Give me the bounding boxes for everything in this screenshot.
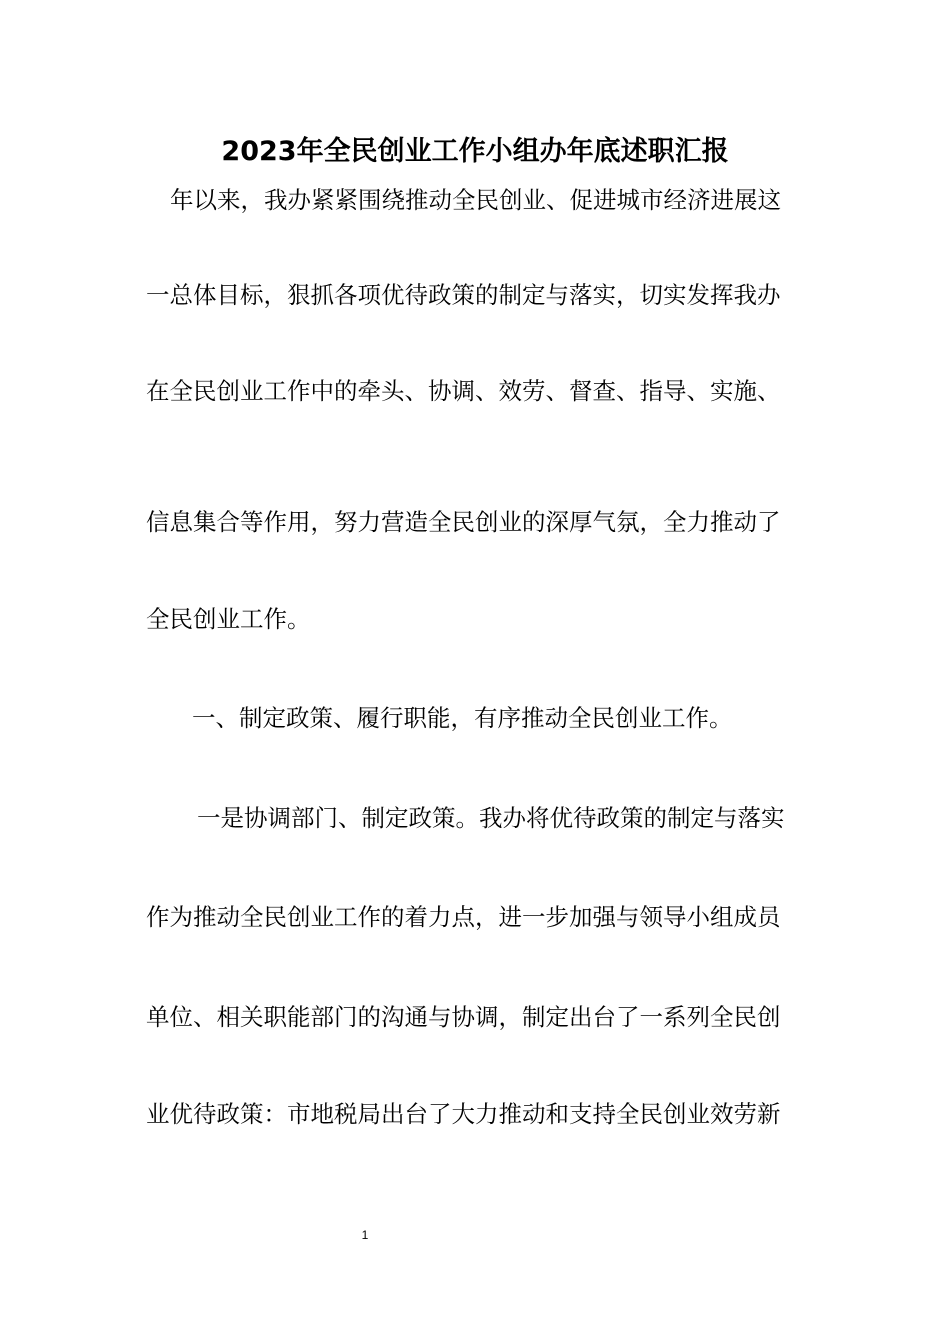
document-title: 2023年全民创业工作小组办年底述职汇报 (221, 136, 729, 167)
paragraph-line: 业优待政策：市地税局出台了大力推动和支持全民创业效劳新 (146, 1100, 781, 1128)
paragraph-line: 全民创业工作。 (146, 605, 311, 633)
page-number: 1 (361, 1228, 369, 1242)
paragraph-line: 年以来，我办紧紧围绕推动全民创业、促进城市经济进展这 (170, 186, 781, 214)
paragraph-line: 作为推动全民创业工作的着力点，进一步加强与领导小组成员 (146, 903, 781, 931)
paragraph-line: 信息集合等作用，努力营造全民创业的深厚气氛，全力推动了 (146, 508, 781, 536)
paragraph-line: 一是协调部门、制定政策。我办将优待政策的制定与落实 (197, 804, 785, 832)
section-heading: 一、制定政策、履行职能，有序推动全民创业工作。 (192, 704, 733, 732)
paragraph-line: 单位、相关职能部门的沟通与协调，制定出台了一系列全民创 (146, 1003, 781, 1031)
paragraph-line: 在全民创业工作中的牵头、协调、效劳、督查、指导、实施、 (146, 377, 781, 405)
paragraph-line: 一总体目标，狠抓各项优待政策的制定与落实，切实发挥我办 (146, 281, 781, 309)
